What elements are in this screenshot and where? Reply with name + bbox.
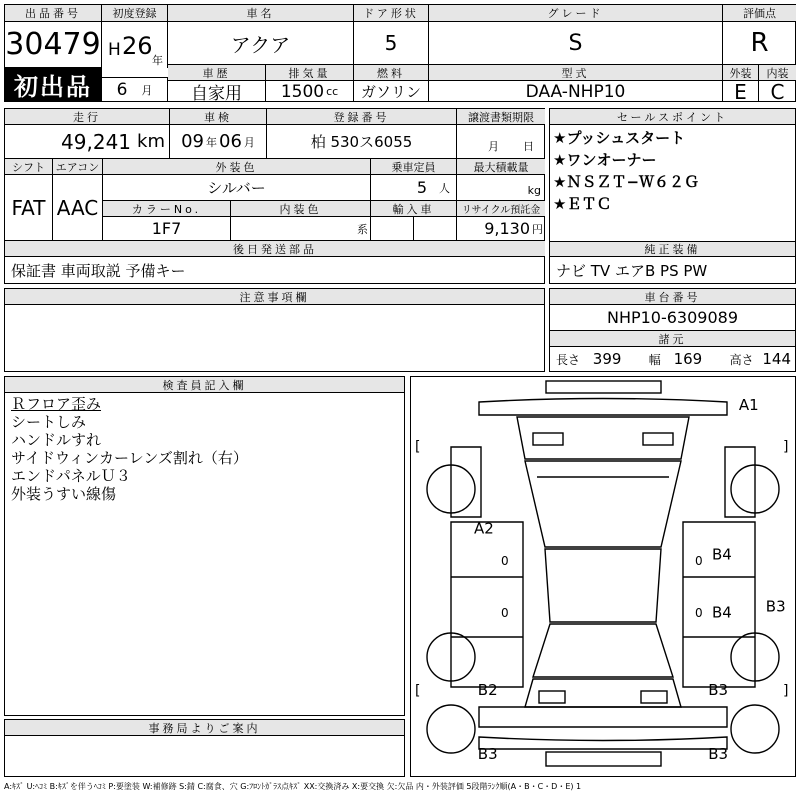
- first-reg-label: 初度登録: [102, 5, 168, 22]
- inspector-note: サイドウィンカーレンズ割れ（右）: [11, 449, 248, 467]
- zero-label: 0: [501, 606, 509, 620]
- width-label: 幅: [648, 353, 661, 367]
- height-label: 高さ: [729, 353, 754, 367]
- inspection-month: 06: [219, 131, 242, 152]
- mileage-label: 走行: [5, 109, 170, 125]
- car-name: アクア: [168, 22, 354, 65]
- load-cell: [457, 175, 545, 201]
- ext-color-label: 外装色: [103, 159, 371, 175]
- capacity-value: 5: [416, 178, 427, 197]
- chassis-label: 車台番号: [550, 289, 795, 305]
- equipment-label: 純正装備: [550, 241, 795, 257]
- damage-mark: B2: [477, 681, 498, 700]
- inspector-notes: [5, 395, 401, 503]
- sales-list: [550, 127, 798, 215]
- interior-score: C: [770, 81, 785, 102]
- int-color-unit: 系: [357, 222, 368, 236]
- damage-mark: B3: [708, 681, 729, 700]
- sales-points-block: [549, 108, 796, 284]
- bracket-label: [: [415, 683, 421, 699]
- doors-label: ドア形状: [354, 5, 429, 22]
- recycle-unit: 円: [532, 222, 543, 236]
- capacity-label: 乗車定員: [371, 159, 457, 175]
- specs-row: [550, 347, 795, 371]
- first-reg-month-unit: 月: [141, 83, 153, 97]
- capacity-cell: [371, 175, 457, 201]
- caution-label: 注意事項欄: [5, 289, 544, 305]
- damage-legend: A:ｷｽﾞ U:ﾍｺﾐ B:ｷｽﾞを伴うﾍｺﾐ P:要塗装 W:補修跡 S:錆 C:腐食、穴 G:ﾌﾛﾝﾄｶﾞﾗｽ点ｷｽﾞ XX:交換済み X:要交換 欠:欠品 内・外装評価 5段階ﾗﾝｸ順(A・B・C・D・E) 1: [4, 782, 582, 791]
- inspector-note: ハンドルすれ: [11, 431, 102, 449]
- first-reg-year: 26: [122, 32, 153, 60]
- later-parts-label: 後日発送部品: [5, 241, 545, 257]
- import-cell-b: [414, 217, 457, 241]
- score-value: R: [723, 22, 796, 65]
- grade-value: S: [429, 22, 723, 65]
- chassis-value: NHP10-6309089: [550, 305, 795, 331]
- damage-mark: B3: [477, 745, 498, 764]
- recycle-value: 9,130: [484, 219, 530, 238]
- displacement-cell: [266, 81, 354, 102]
- sales-item: ★ワンオーナー: [553, 151, 657, 169]
- recycle-label: リサイクル預託金: [457, 201, 545, 217]
- fuel-value: ガソリン: [354, 81, 429, 102]
- int-color-cell: [231, 217, 371, 241]
- office-block: [4, 719, 405, 777]
- sales-label: セールスポイント: [550, 109, 795, 125]
- zero-label: 0: [501, 554, 509, 568]
- transfer-label: 譲渡書類期限: [457, 109, 545, 125]
- displacement-label: 排気量: [266, 65, 354, 81]
- import-cell-a: [371, 217, 414, 241]
- model-label: 型式: [429, 65, 723, 81]
- color-no-label: カラーNo.: [103, 201, 231, 217]
- car-name-label: 車名: [168, 5, 354, 22]
- mileage-cell: [5, 125, 170, 159]
- chassis-block: [549, 288, 796, 372]
- exterior-score-label: 外装: [723, 65, 759, 81]
- exterior-score: E: [723, 81, 759, 102]
- top-info-block: [4, 4, 796, 102]
- shift-label: シフト: [5, 159, 53, 175]
- vehicle-detail-block: [4, 108, 545, 284]
- mileage-value: 49,241: [61, 129, 132, 154]
- plate-label: 登録番号: [267, 109, 457, 125]
- sales-item: ★ＮＳＺＴ−Ｗ６２Ｇ: [553, 173, 700, 191]
- displacement-value: 1500: [280, 81, 325, 102]
- damage-mark: B3: [765, 597, 786, 616]
- load-unit: kg: [527, 184, 541, 197]
- recycle-cell: [457, 217, 545, 241]
- inspector-note: Ｒフロア歪み: [11, 395, 102, 413]
- doors-value: 5: [354, 22, 429, 65]
- first-reg-year-unit: 年: [152, 54, 163, 67]
- specs-label: 諸元: [550, 331, 795, 347]
- bracket-label: [: [415, 439, 421, 455]
- capacity-unit: 人: [439, 181, 450, 195]
- sales-item: ★ＥＴＣ: [553, 195, 612, 213]
- inspector-note: 外装うすい線傷: [11, 485, 117, 503]
- caution-block: [4, 288, 545, 372]
- inspector-block: [4, 376, 405, 716]
- history-value: 自家用: [168, 81, 266, 102]
- equipment-value: ナビ TV エアB PS PW: [556, 262, 708, 280]
- length-label: 長さ: [556, 353, 581, 367]
- color-no-value: 1F7: [103, 217, 231, 241]
- aircon-label: エアコン: [53, 159, 103, 175]
- first-listing-label: 初出品: [14, 73, 92, 101]
- zero-label: 0: [695, 554, 703, 568]
- height-value: 144: [762, 350, 791, 368]
- aircon-value: AAC: [53, 175, 103, 241]
- score-label: 評価点: [723, 5, 796, 22]
- inspector-label: 検査員記入欄: [5, 377, 404, 393]
- inspection-label: 車検: [170, 109, 267, 125]
- width-value: 169: [673, 350, 703, 368]
- load-label: 最大積載量: [457, 159, 545, 175]
- later-parts-value: 保証書 車両取説 予備キー: [11, 262, 186, 280]
- first-listing-badge: [5, 68, 102, 102]
- transfer-cell: [457, 125, 545, 159]
- inspection-month-unit: 月: [243, 135, 255, 149]
- shift-value: FAT: [5, 175, 53, 241]
- transfer-day-unit: 日: [523, 140, 534, 153]
- inspection-year: 09: [181, 131, 204, 152]
- inspection-year-unit: 年: [206, 135, 217, 149]
- damage-mark: B4: [712, 603, 732, 622]
- office-label: 事務局よりご案内: [5, 720, 404, 736]
- length-value: 399: [592, 350, 622, 368]
- ext-color-value: シルバー: [103, 175, 371, 201]
- history-label: 車歴: [168, 65, 266, 81]
- bracket-label: ]: [783, 439, 789, 455]
- damage-mark: A1: [738, 395, 759, 414]
- inspector-note: シートしみ: [11, 413, 87, 431]
- lot-label: 出品番号: [5, 5, 102, 22]
- mileage-unit: km: [137, 131, 165, 152]
- import-label: 輸入車: [371, 201, 457, 217]
- damage-mark: B4: [712, 545, 732, 564]
- plate-value: 柏 530ス6055: [267, 125, 457, 159]
- bracket-label: ]: [783, 683, 789, 699]
- int-color-label: 内装色: [231, 201, 371, 217]
- damage-mark: A2: [474, 519, 494, 538]
- displacement-unit: cc: [326, 85, 339, 98]
- lot-number: 30479: [5, 22, 102, 68]
- damage-mark: B3: [708, 745, 729, 764]
- car-outline: [411, 377, 795, 776]
- transfer-month-unit: 月: [488, 140, 499, 153]
- fuel-label: 燃料: [354, 65, 429, 81]
- inspection-cell: [170, 125, 267, 159]
- model-value: DAA-NHP10: [429, 81, 723, 102]
- first-reg-month: 6: [116, 79, 128, 100]
- grade-label: グレード: [429, 5, 723, 22]
- sales-item: ★プッシュスタート: [553, 129, 686, 147]
- first-reg-year-cell: [102, 22, 168, 68]
- damage-diagram: [410, 376, 796, 777]
- first-reg-era: H: [108, 40, 121, 60]
- interior-score-label: 内装: [759, 65, 796, 81]
- first-reg-month-cell: [102, 77, 168, 102]
- zero-label: 0: [695, 606, 703, 620]
- inspector-note: エンドパネルＵ３: [11, 467, 131, 485]
